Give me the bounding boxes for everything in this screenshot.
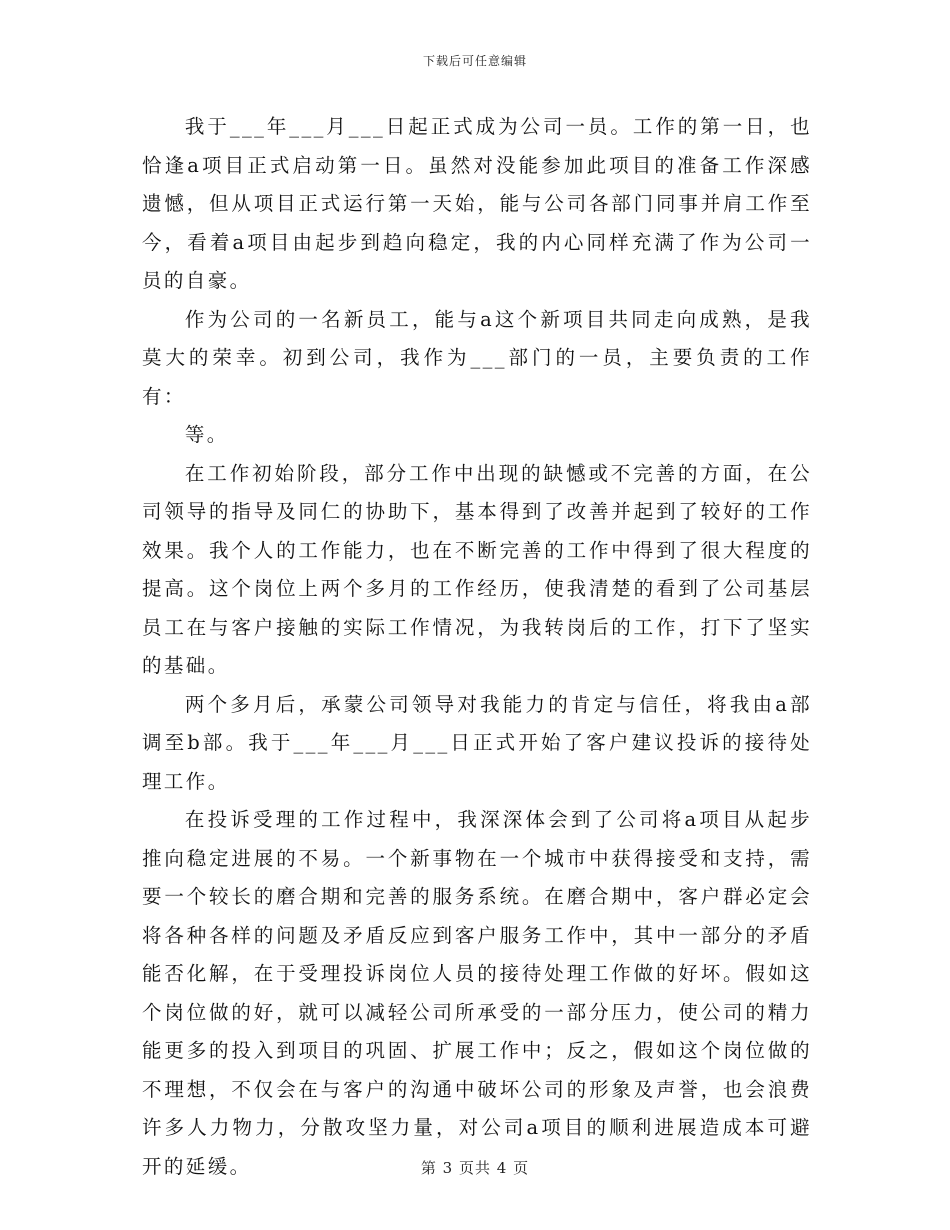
paragraph-6: 在投诉受理的工作过程中，我深深体会到了公司将a项目从起步推向稳定进展的不易。一个新事物在一个城市中获得接受和支持，需要一个较长的磨合期和完善的服务系统。在磨合期中，客户群必定会将各种各样的问题及矛盾反应到客户服务工作中，其中一部分的矛盾能否化解，在于受理投诉岗位人员的接待处理工作做的好坏。假如这个岗位做的好，就可以减轻公司所承受的一部分压力，使公司的精力能更多的投入到项目的巩固、扩展工作中；反之，假如这个岗位做的不理想，不仅会在与客户的沟通中破坏公司的形象及声誉，也会浪费许多人力物力，分散攻坚力量，对公司a项目的顺利进展造成本可避开的延缓。 (142, 808, 812, 1178)
paragraph-3: 等。 (184, 423, 229, 446)
paragraph-2: 作为公司的一名新员工，能与a这个新项目共同走向成熟，是我莫大的荣幸。初到公司，我作为___部门的一员，主要负责的工作有： (142, 307, 812, 408)
page-number: 第 3 页共 4 页 (420, 1159, 530, 1177)
page-header: 下载后可任意编辑 (422, 54, 527, 68)
paragraph-4: 在工作初始阶段，部分工作中出现的缺憾或不完善的方面，在公司领导的指导及同仁的协助下，基本得到了改善并起到了较好的工作效果。我个人的工作能力，也在不断完善的工作中得到了很大程度的提高。这个岗位上两个多月的工作经历，使我清楚的看到了公司基层员工在与客户接触的实际工作情况，为我转岗后的工作，打下了坚实的基础。 (142, 461, 812, 677)
paragraph-5: 两个多月后，承蒙公司领导对我能力的肯定与信任，将我由a部调至b部。我于___年___月___日正式开始了客户建议投诉的接待处理工作。 (142, 692, 812, 793)
document-body (142, 108, 812, 1186)
paragraph-1: 我于___年___月___日起正式成为公司一员。工作的第一日，也恰逢a项目正式启动第一日。虽然对没能参加此项目的准备工作深感遗憾，但从项目正式运行第一天始，能与公司各部门同事并肩工作至今，看着a项目由起步到趋向稳定，我的内心同样充满了作为公司一员的自豪。 (142, 115, 812, 292)
